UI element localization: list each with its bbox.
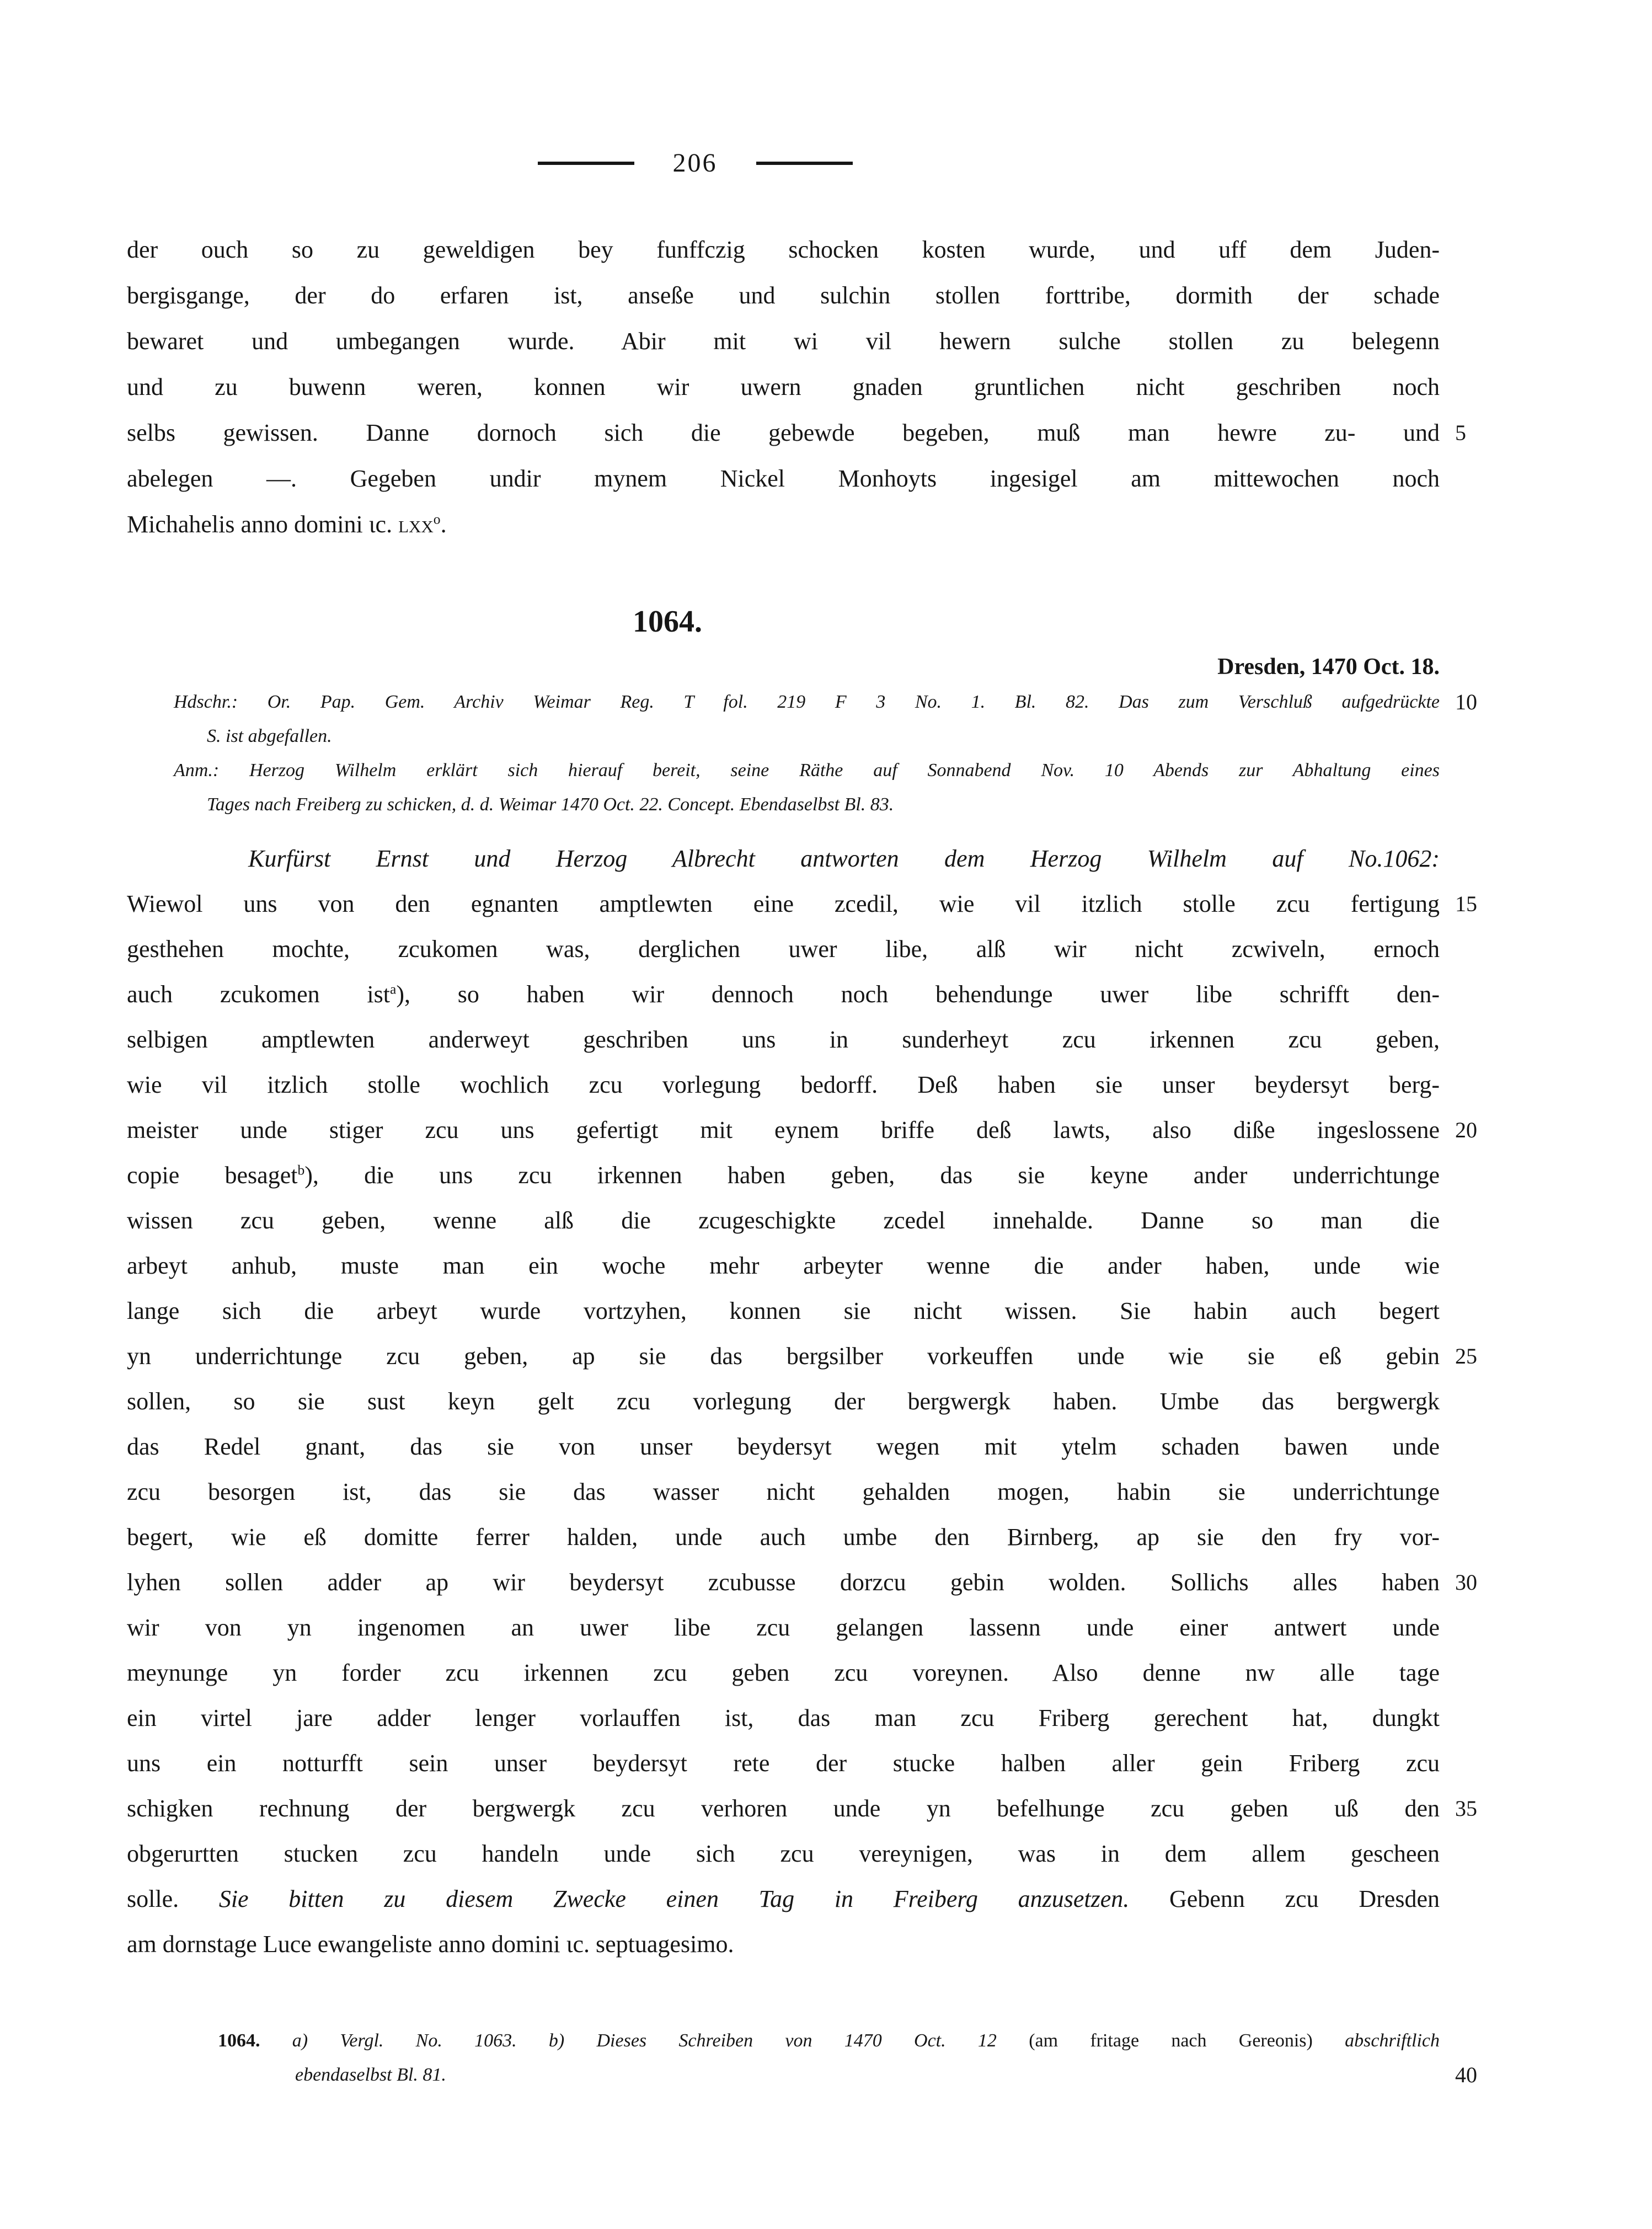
page-header — [127, 148, 1263, 178]
header-rule-right — [756, 162, 853, 165]
text-line — [127, 1786, 1477, 1831]
text-run: Michahelis anno domini ɩc. — [127, 511, 399, 538]
text-line — [127, 927, 1440, 972]
text-line — [127, 1198, 1440, 1243]
document-number-heading: 1064. — [633, 605, 702, 639]
document-dateline: Dresden, 1470 Oct. 18. — [1217, 654, 1440, 680]
text-run: arbeyt anhub, muste man ein woche mehr arbeyter wenne die ander haben, unde wie — [127, 1252, 1440, 1279]
text-run: ), die uns zcu irkennen haben geben, das sie keyne ander underrichtunge — [304, 1162, 1440, 1189]
text-run: das Redel gnant, das sie von unser beydersyt wegen mit ytelm schaden bawen unde — [127, 1433, 1440, 1460]
text-line — [127, 1515, 1440, 1560]
text-line — [174, 685, 1477, 719]
text-line — [127, 1424, 1440, 1469]
text-run: b — [297, 1162, 305, 1178]
text-line — [127, 1922, 1440, 1967]
margin-line-number: 35 — [1455, 1796, 1477, 1821]
text-line — [127, 1469, 1440, 1515]
text-line — [127, 318, 1440, 364]
text-line — [127, 1379, 1440, 1424]
text-run: begert, wie eß domitte ferrer halden, unde auch umbe den Birnberg, ap sie den fry vor- — [127, 1524, 1440, 1551]
text-run: und zu buwenn weren, konnen wir uwern gnaden gruntlichen nicht geschriben noch — [127, 373, 1440, 400]
text-run: zcu besorgen ist, das sie das wasser nicht gehalden mogen, habin sie underrichtunge — [127, 1478, 1440, 1505]
header-rule-left — [538, 162, 634, 165]
margin-line-number: 15 — [1455, 891, 1477, 916]
text-line — [127, 1741, 1440, 1786]
text-line — [127, 836, 1440, 881]
text-run: . — [440, 511, 447, 538]
text-run: Kurfürst Ernst und Herzog Albrecht antworten dem Herzog Wilhelm auf No.1062: — [248, 845, 1440, 872]
text-line — [127, 1243, 1440, 1289]
text-line — [127, 972, 1440, 1017]
text-line — [127, 1289, 1440, 1334]
text-run: abelegen —. Gegeben undir mynem Nickel Monhoyts ingesigel am mittewochen noch — [127, 465, 1440, 492]
text-line — [127, 1831, 1440, 1877]
text-line — [174, 753, 1440, 788]
text-line — [127, 501, 1440, 547]
text-run: bewaret und umbegangen wurde. Abir mit wi vil hewern sulche stollen zu belegenn — [127, 328, 1440, 355]
margin-line-number: 25 — [1455, 1344, 1477, 1369]
text-run: sollen, so sie sust keyn gelt zcu vorlegung der bergwergk haben. Umbe das bergwergk — [127, 1388, 1440, 1415]
source-note — [174, 685, 1477, 753]
text-run: lxx — [398, 511, 434, 538]
text-run: uns ein notturfft sein unser beydersyt rete der stucke halben aller gein Friberg zcu — [127, 1750, 1440, 1777]
text-run: b) Dieses Schreiben von 1470 Oct. 12 — [548, 2030, 1029, 2051]
text-line — [127, 1153, 1440, 1198]
text-line — [174, 788, 1440, 822]
text-run: wissen zcu geben, wenne alß die zcugeschigkte zcedel innehalde. Danne so man die — [127, 1207, 1440, 1234]
text-run: Sie bitten zu diesem Zwecke einen Tag in Freiberg anzusetzen. — [218, 1885, 1130, 1912]
text-line — [127, 1062, 1440, 1108]
text-run: schigken rechnung der bergwergk zcu verhoren unde yn befelhunge zcu geben uß den — [127, 1795, 1440, 1822]
text-run: meynunge yn forder zcu irkennen zcu geben zcu voreynen. Also denne nw alle tage — [127, 1659, 1440, 1686]
margin-line-number: 5 — [1455, 420, 1466, 445]
text-run: auch zcukomen ist — [127, 981, 390, 1008]
text-line — [127, 410, 1466, 456]
page-number: 206 — [672, 148, 718, 178]
text-run: a) Vergl. No. 1063. — [292, 2030, 517, 2051]
text-run: ), so haben wir dennoch noch behendunge uwer libe schrifft den- — [396, 981, 1440, 1008]
text-line — [218, 2024, 1440, 2058]
text-run: ein virtel jare adder lenger vorlauffen ist, das man zcu Friberg gerechent hat, dungkt — [127, 1704, 1440, 1731]
text-line — [127, 1877, 1440, 1922]
margin-line-number: 30 — [1455, 1570, 1477, 1595]
text-line — [127, 1605, 1440, 1650]
text-run: Hdschr.: Or. Pap. Gem. Archiv Weimar Reg. T fol. 219 F 3 No. 1. Bl. 82. Das zum Verschluß aufgedrückte — [174, 692, 1440, 712]
text-line — [127, 1017, 1440, 1062]
text-run: S. ist abgefallen. — [207, 726, 332, 746]
text-run: copie besaget — [127, 1162, 298, 1189]
text-run: ebendaselbst Bl. 81. — [295, 2065, 446, 2085]
text-run: selbigen amptlewten anderweyt geschriben uns in sunderheyt zcu irkennen zcu geben, — [127, 1026, 1440, 1053]
text-run: yn underrichtunge zcu geben, ap sie das bergsilber vorkeuffen unde wie sie eß gebin — [127, 1343, 1440, 1370]
document-body — [127, 836, 1477, 1967]
text-run — [517, 2030, 549, 2051]
text-line — [174, 719, 1440, 753]
text-line — [127, 1650, 1440, 1696]
text-line — [127, 364, 1440, 410]
margin-line-number: 20 — [1455, 1118, 1477, 1142]
text-run: gesthehen mochte, zcukomen was, derglichen uwer libe, alß wir nicht zcwiveln, ernoch — [127, 936, 1440, 963]
text-run: obgerurtten stucken zcu handeln unde sich zcu vereynigen, was in dem allem gescheen — [127, 1840, 1440, 1867]
continuation-paragraph — [127, 227, 1466, 547]
text-run: Tages nach Freiberg zu schicken, d. d. Weimar 1470 Oct. 22. Concept. Ebendaselbst Bl. 83. — [207, 794, 894, 815]
text-run: wie vil itzlich stolle wochlich zcu vorlegung bedorff. Deß haben sie unser beydersyt berg- — [127, 1071, 1440, 1098]
text-run: lyhen sollen adder ap wir beydersyt zcubusse dorzcu gebin wolden. Sollichs alles haben — [127, 1569, 1440, 1596]
margin-line-number: 10 — [1455, 689, 1477, 714]
text-line — [127, 227, 1440, 272]
text-run: a — [389, 981, 397, 997]
margin-line-number: 40 — [1455, 2062, 1477, 2087]
text-line — [127, 1334, 1477, 1379]
text-run: Wiewol uns von den egnanten amptlewten eine zcedil, wie vil itzlich stolle zcu fertigung — [127, 890, 1440, 917]
text-run: meister unde stiger zcu uns gefertigt mit eynem briffe deß lawts, also diße ingeslossene — [127, 1116, 1440, 1143]
text-line — [127, 1108, 1477, 1153]
text-run: lange sich die arbeyt wurde vortzyhen, konnen sie nicht wissen. Sie habin auch begert — [127, 1297, 1440, 1324]
text-run: solle. — [127, 1885, 219, 1912]
text-run: abschriftlich — [1312, 2030, 1440, 2051]
text-run: (am fritage nach Gereonis) — [1029, 2030, 1313, 2051]
text-line — [127, 1696, 1440, 1741]
text-run: wir von yn ingenomen an uwer libe zcu gelangen lassenn unde einer antwert unde — [127, 1614, 1440, 1641]
text-run: bergisgange, der do erfaren ist, anseße und sulchin stollen forttribe, dormith der schade — [127, 282, 1440, 309]
editor-annotation — [174, 753, 1440, 822]
text-run: am dornstage Luce ewangeliste anno domini ɩc. septuagesimo. — [127, 1931, 734, 1958]
text-run: Gebenn zcu Dresden — [1129, 1885, 1440, 1912]
text-line — [127, 272, 1440, 318]
footnotes — [218, 2024, 1477, 2092]
text-line — [127, 456, 1440, 501]
text-line — [127, 1560, 1477, 1605]
text-run: o — [433, 511, 441, 527]
text-run: selbs gewissen. Danne dornoch sich die gebewde begeben, muß man hewre zu- und — [127, 419, 1440, 446]
text-run: Anm.: Herzog Wilhelm erklärt sich hierauf bereit, seine Räthe auf Sonnabend Nov. 10 Abends zur Abhaltung eines — [174, 760, 1440, 781]
text-run: der ouch so zu geweldigen bey funffczig schocken kosten wurde, und uff dem Juden- — [127, 236, 1440, 263]
text-line — [218, 2058, 1477, 2092]
text-run: 1064. — [218, 2030, 292, 2051]
text-line — [127, 881, 1477, 927]
